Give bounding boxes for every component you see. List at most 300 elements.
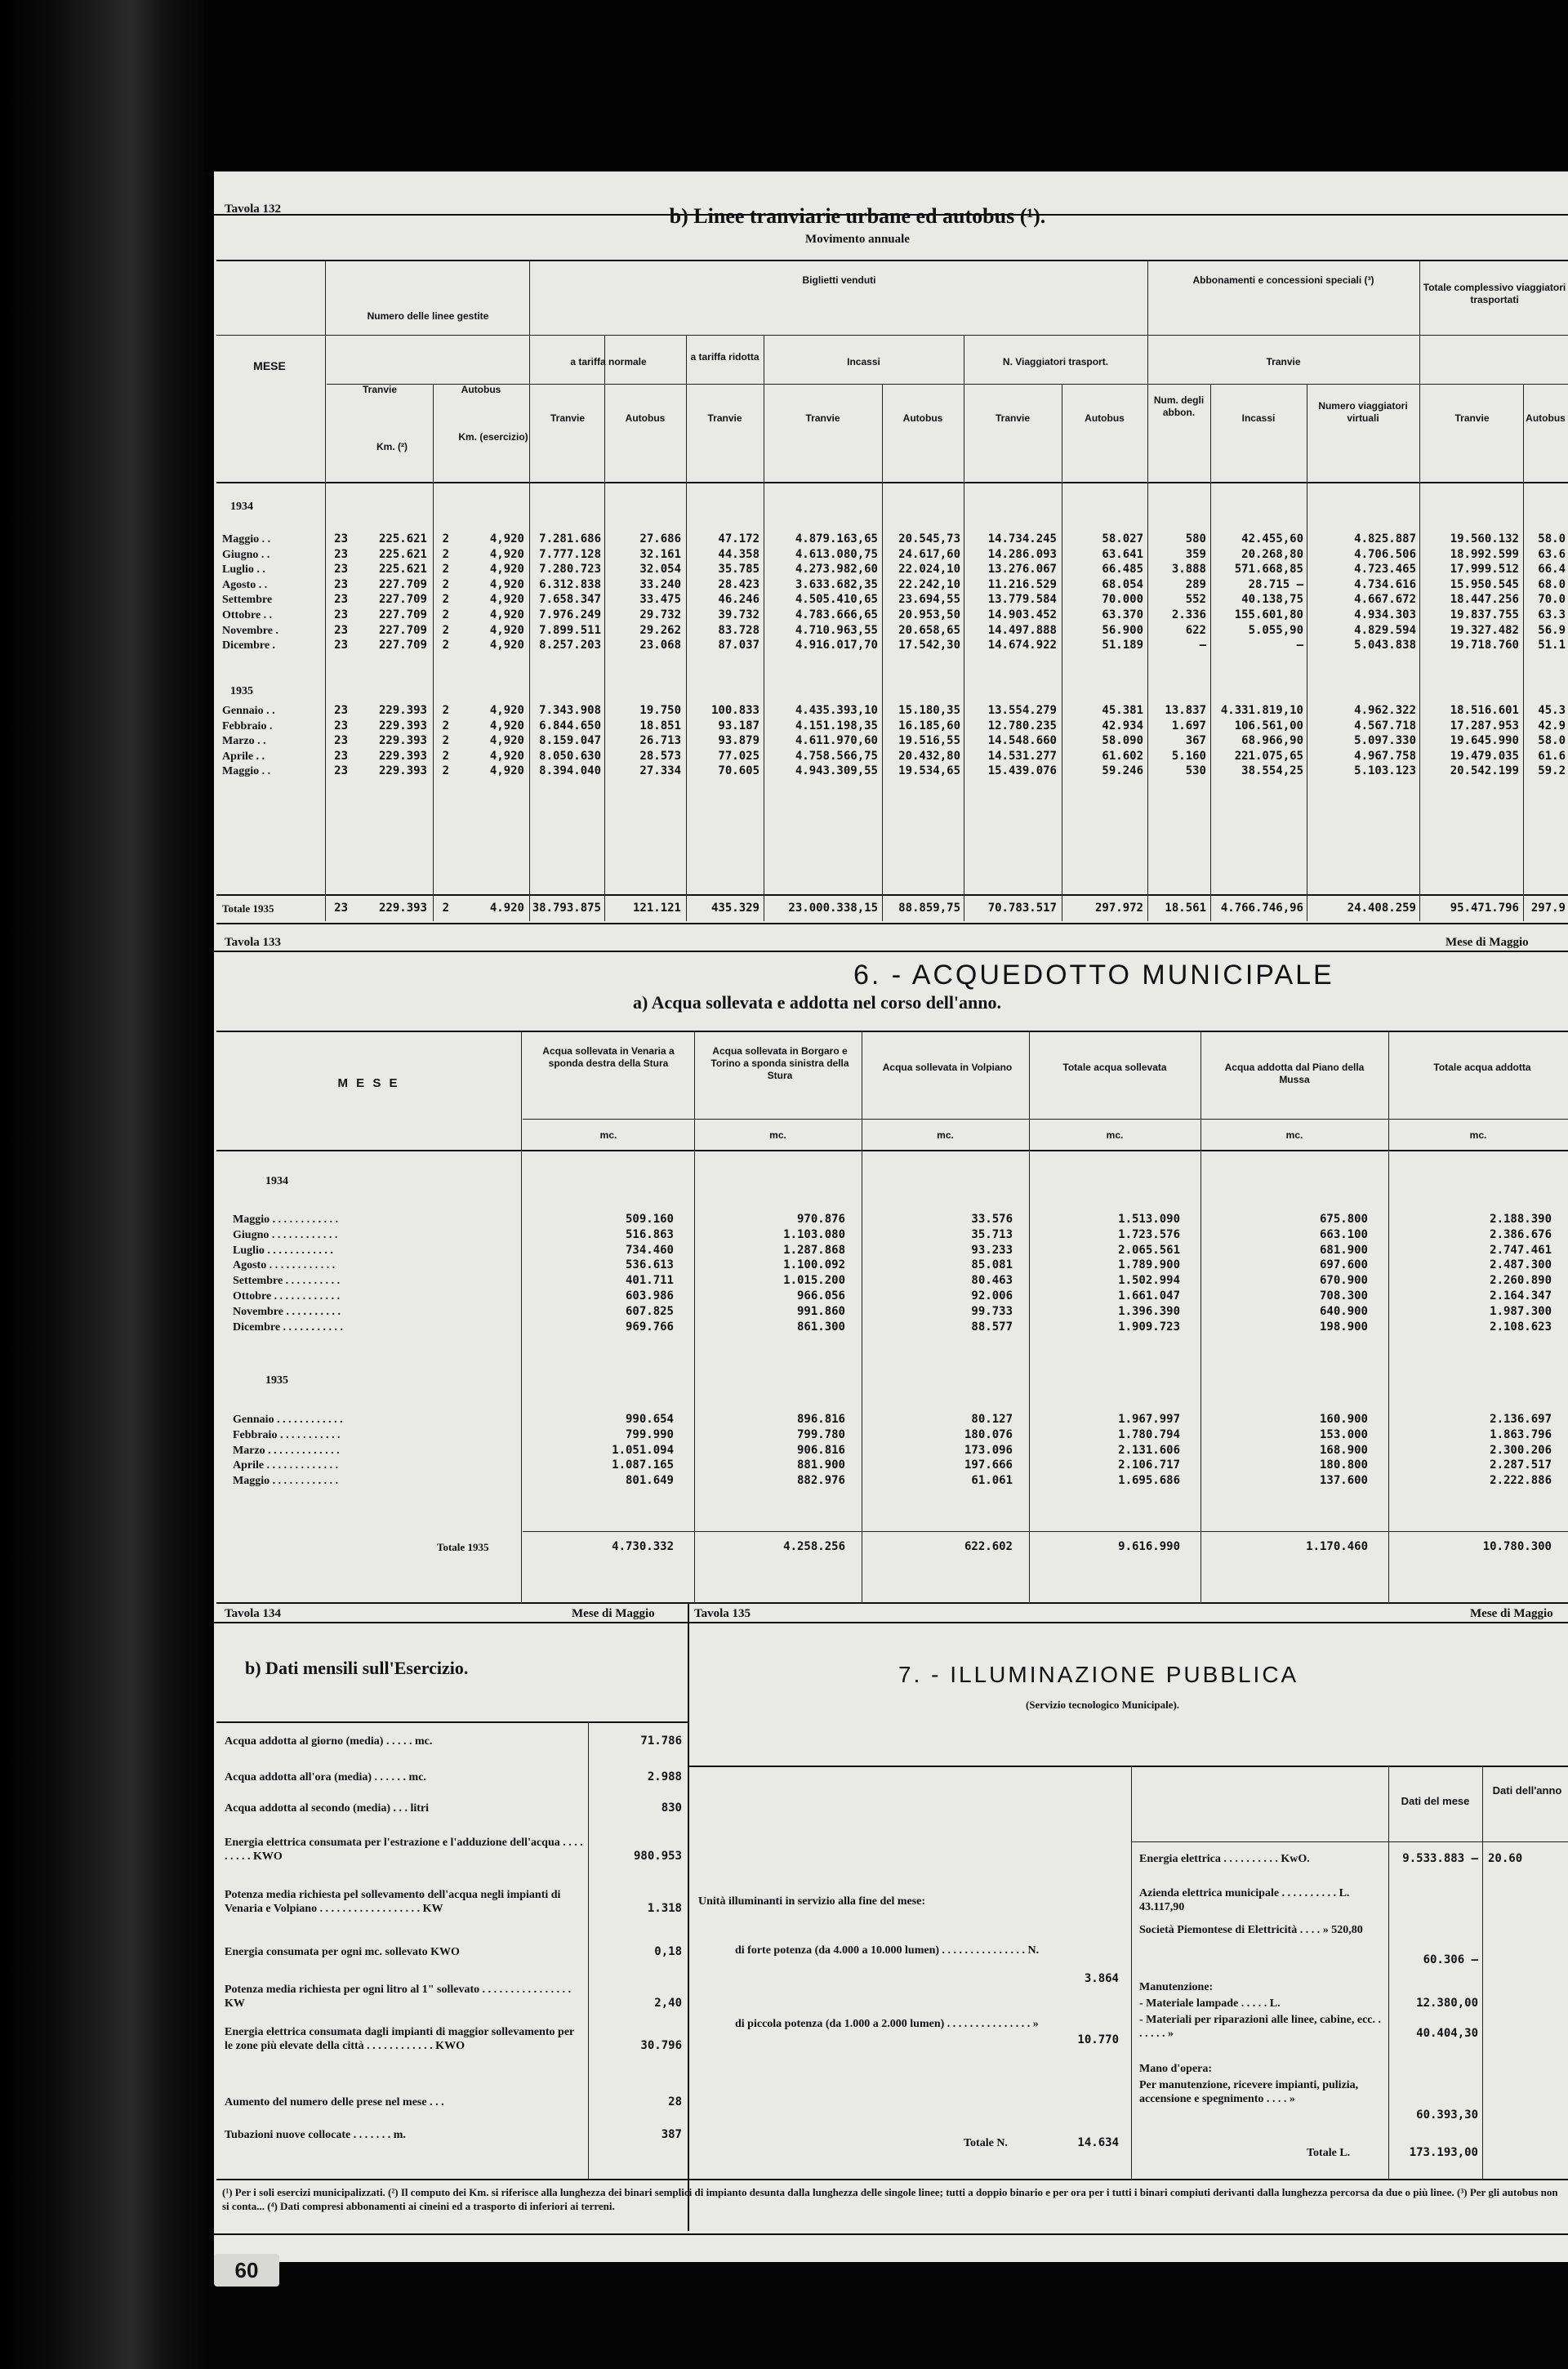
- t133-cell-c2: 882.976: [796, 1474, 845, 1488]
- t132-cell-via-tranvie: 14.548.660: [987, 734, 1057, 748]
- t133-cell-c2: 896.816: [796, 1413, 845, 1426]
- t132-cell-km-autobus: 4,920: [489, 577, 524, 591]
- t132-cell-ab-num: 2.336: [1171, 608, 1206, 621]
- tavola-135-label: Tavola 135: [694, 1607, 751, 1620]
- t133-month-label: Febbraio . . . . . . . . . . .: [233, 1428, 341, 1441]
- t132-total-cell: 121.121: [632, 902, 681, 915]
- t132-cell-n-autobus: 2: [442, 577, 449, 591]
- t132-cell-ab-inc: 28.715 —: [1248, 577, 1303, 591]
- t132-cell-ab-num: 3.888: [1171, 563, 1206, 577]
- t133-cell-c4: 1.967.997: [1118, 1413, 1180, 1426]
- t132-total-cell: 2: [442, 902, 449, 915]
- tavola-133-label: Tavola 133: [225, 936, 282, 949]
- t132-totale-label: Totale 1935: [222, 902, 274, 915]
- t132-cell-ab-inc: 20.268,80: [1241, 547, 1303, 561]
- t132-cell-tot-tranvie: 19.327.482: [1450, 623, 1519, 637]
- tavola-134-mese: Mese di Maggio: [572, 1607, 655, 1620]
- t133-cell-c4: 1.780.794: [1118, 1427, 1180, 1441]
- t132-subtitle: Movimento annuale: [805, 233, 910, 246]
- t133-cell-c1: 734.460: [625, 1243, 674, 1257]
- t132-cell-bn-autobus: 27.334: [639, 764, 681, 778]
- t132-cell-n-autobus: 2: [442, 704, 449, 717]
- t132-cell-km-tranvie: 227.709: [378, 608, 427, 621]
- t133-cell-c2: 970.876: [796, 1213, 845, 1226]
- t133-month-label: Gennaio . . . . . . . . . . . .: [233, 1414, 343, 1426]
- t132-cell-bn-autobus: 29.732: [639, 608, 681, 621]
- t132-h-numero: Numero delle linee gestite: [367, 310, 489, 322]
- t132-cell-via-tranvie: 15.439.076: [987, 764, 1057, 778]
- t133-cell-c5: 168.900: [1319, 1443, 1368, 1457]
- t132-total-cell: 23: [334, 902, 348, 915]
- t132-cell-inc-autobus: 22.024,10: [898, 563, 960, 577]
- t132-cell-bn-autobus: 33.475: [639, 593, 681, 607]
- scan-border-left: [0, 0, 204, 2369]
- t132-total-cell: 95.471.796: [1450, 902, 1519, 915]
- t132-cell-ab-inc: 571.668,85: [1234, 563, 1303, 577]
- t132-cell-n-autobus: 2: [442, 563, 449, 577]
- t134-row-label: Potenza media richiesta pel sollevamento dell'acqua negli impianti di Venaria e Volpiano . . . . . . . . . . . . . . . . . . KW: [225, 1889, 561, 1915]
- t132-total-cell: 24.408.259: [1347, 902, 1416, 915]
- t132-cell-n-tranvie: 23: [334, 734, 348, 748]
- t133-cell-c1: 401.711: [625, 1274, 674, 1288]
- t132-cell-ab-num: 359: [1185, 547, 1206, 561]
- t132-total-cell: 18.561: [1165, 902, 1206, 915]
- t132-cell-via-autobus: 42.934: [1102, 719, 1143, 733]
- t133-cell-c6: 1.987.300: [1490, 1304, 1552, 1318]
- t132-cell-inc-autobus: 19.534,65: [898, 764, 960, 778]
- t132-month-label: Marzo . .: [222, 735, 266, 748]
- t132-cell-km-autobus: 4,920: [489, 719, 524, 733]
- t133-cell-c6: 2.287.517: [1490, 1458, 1552, 1472]
- t132-year1: 1934: [230, 501, 253, 513]
- t132-cell-via-tranvie: 13.276.067: [987, 563, 1057, 577]
- t132-cell-via-tranvie: 14.531.277: [987, 749, 1057, 763]
- t132-cell-bn-tranvie: 6.844.650: [539, 719, 601, 733]
- t132-cell-ab-virt: 4.967.758: [1354, 749, 1416, 763]
- t133-cell-c3: 173.096: [964, 1443, 1013, 1457]
- t132-total-cell: 4.766.746,96: [1220, 902, 1303, 915]
- t132-cell-n-autobus: 2: [442, 593, 449, 607]
- t133-month-label: Ottobre . . . . . . . . . . . .: [233, 1290, 341, 1303]
- t134-title: b) Dati mensili sull'Esercizio.: [245, 1658, 469, 1678]
- t132-cell-br-tranvie: 39.732: [718, 608, 760, 621]
- t132-cell-via-autobus: 63.370: [1102, 608, 1143, 621]
- t132-cell-ab-virt: 4.825.887: [1354, 532, 1416, 545]
- t133-cell-c1: 990.654: [625, 1413, 674, 1426]
- t132-cell-bn-tranvie: 7.658.347: [539, 593, 601, 607]
- t134-row-value: 2,40: [654, 1997, 682, 2010]
- t133-title: 6. - ACQUEDOTTO MUNICIPALE: [853, 960, 1334, 991]
- t132-cell-inc-autobus: 20.432,80: [898, 749, 960, 763]
- t132-month-label: Maggio . .: [222, 765, 271, 778]
- t132-cell-km-tranvie: 229.393: [378, 749, 427, 763]
- t133-cell-c2: 966.056: [796, 1289, 845, 1303]
- t132-cell-ab-num: 622: [1185, 623, 1206, 637]
- t132-cell-km-tranvie: 229.393: [378, 734, 427, 748]
- t132-cell-tot-autobus: 68.0: [1538, 577, 1566, 591]
- t132-cell-ab-num: 552: [1185, 593, 1206, 607]
- t132-cell-ab-virt: 4.567.718: [1354, 719, 1416, 733]
- t133-cell-c5: 708.300: [1319, 1289, 1368, 1303]
- t133-cell-c4: 1.723.576: [1118, 1227, 1180, 1241]
- t134-row-label: Acqua addotta all'ora (media) . . . . . . mc.: [225, 1771, 426, 1783]
- t132-cell-bn-autobus: 29.262: [639, 623, 681, 637]
- t132-cell-bn-tranvie: 8.257.203: [539, 639, 601, 652]
- t133-cell-c6: 1.863.796: [1490, 1427, 1552, 1441]
- t132-cell-inc-autobus: 20.953,50: [898, 608, 960, 621]
- t132-cell-n-autobus: 2: [442, 734, 449, 748]
- t134-row-label: Energia elettrica consumata per l'estrazione e l'adduzione dell'acqua . . . . . . . . . KWO: [225, 1837, 583, 1863]
- t132-cell-via-autobus: 61.602: [1102, 749, 1143, 763]
- t132-cell-ab-virt: 4.706.506: [1354, 547, 1416, 561]
- t132-cell-ab-inc: 68.966,90: [1241, 734, 1303, 748]
- t133-cell-c6: 2.487.300: [1490, 1258, 1552, 1272]
- t132-cell-bn-autobus: 18.851: [639, 719, 681, 733]
- t133-cell-c5: 137.600: [1319, 1474, 1368, 1488]
- t132-h-biglietti: Biglietti venduti: [802, 274, 876, 286]
- t133-cell-c2: 991.860: [796, 1304, 845, 1318]
- t133-total-cell: 4.730.332: [612, 1540, 674, 1553]
- t132-month-label: Luglio . .: [222, 563, 265, 577]
- t132-cell-br-tranvie: 77.025: [718, 749, 760, 763]
- t132-cell-n-autobus: 2: [442, 749, 449, 763]
- t132-cell-br-tranvie: 46.246: [718, 593, 760, 607]
- t133-cell-c1: 536.613: [625, 1258, 674, 1272]
- t132-cell-tot-tranvie: 17.999.512: [1450, 563, 1519, 577]
- t132-cell-tot-tranvie: 15.950.545: [1450, 577, 1519, 591]
- t132-total-cell: 297.972: [1094, 902, 1143, 915]
- t132-cell-ab-inc: 106.561,00: [1234, 719, 1303, 733]
- t132-h-totale: Totale complessivo viaggiatori trasportati: [1423, 282, 1566, 305]
- t132-cell-via-tranvie: 14.903.452: [987, 608, 1057, 621]
- t133-cell-c5: 670.900: [1319, 1274, 1368, 1288]
- page-number: 60: [214, 2254, 279, 2287]
- t133-cell-c1: 607.825: [625, 1304, 674, 1318]
- t132-cell-n-autobus: 2: [442, 532, 449, 545]
- t133-year1: 1934: [265, 1175, 288, 1187]
- t133-cell-c5: 180.800: [1319, 1458, 1368, 1472]
- t132-cell-bn-autobus: 33.240: [639, 577, 681, 591]
- t133-total-cell: 9.616.990: [1118, 1540, 1180, 1553]
- t133-cell-c1: 1.051.094: [612, 1443, 674, 1457]
- t132-cell-ab-virt: 4.723.465: [1354, 563, 1416, 577]
- t132-cell-br-tranvie: 70.605: [718, 764, 760, 778]
- t132-cell-ab-inc: 221.075,65: [1234, 749, 1303, 763]
- t132-month-label: Dicembre .: [222, 639, 276, 652]
- t132-cell-tot-tranvie: 18.516.601: [1450, 704, 1519, 717]
- t132-cell-ab-num: 1.697: [1171, 719, 1206, 733]
- t132-cell-km-tranvie: 229.393: [378, 719, 427, 733]
- t133-month-label: Agosto . . . . . . . . . . . .: [233, 1259, 336, 1272]
- t132-cell-bn-autobus: 19.750: [639, 704, 681, 717]
- t134-row-value: 30.796: [640, 2039, 682, 2052]
- t132-cell-via-autobus: 45.381: [1102, 704, 1143, 717]
- t132-cell-ab-virt: 5.097.330: [1354, 734, 1416, 748]
- t133-cell-c1: 969.766: [625, 1320, 674, 1334]
- t132-cell-n-autobus: 2: [442, 719, 449, 733]
- t132-cell-ab-inc: 40.138,75: [1241, 593, 1303, 607]
- t132-cell-km-autobus: 4,920: [489, 547, 524, 561]
- t132-cell-n-tranvie: 23: [334, 547, 348, 561]
- t132-cell-via-tranvie: 13.554.279: [987, 704, 1057, 717]
- t132-cell-br-tranvie: 35.785: [718, 563, 760, 577]
- tavola-134-label: Tavola 134: [225, 1607, 282, 1620]
- t132-cell-br-tranvie: 83.728: [718, 623, 760, 637]
- t132-total-cell: 229.393: [378, 902, 427, 915]
- t132-cell-inc-tranvie: 4.505.410,65: [795, 593, 878, 607]
- t135-title: 7. - ILLUMINAZIONE PUBBLICA: [898, 1662, 1299, 1687]
- t132-cell-n-tranvie: 23: [334, 749, 348, 763]
- t133-total-cell: 4.258.256: [783, 1540, 845, 1553]
- t132-cell-via-tranvie: 12.780.235: [987, 719, 1057, 733]
- t132-cell-ab-num: 5.160: [1171, 749, 1206, 763]
- t134-row-value: 71.786: [640, 1734, 682, 1748]
- tavola-133-mese: Mese di Maggio: [1446, 936, 1529, 949]
- t133-cell-c1: 801.649: [625, 1474, 674, 1488]
- t132-cell-inc-autobus: 19.516,55: [898, 734, 960, 748]
- t132-cell-km-autobus: 4,920: [489, 704, 524, 717]
- t133-cell-c4: 1.513.090: [1118, 1213, 1180, 1226]
- t133-cell-c6: 2.188.390: [1490, 1213, 1552, 1226]
- t132-cell-tot-autobus: 42.9: [1538, 719, 1566, 733]
- t132-month-label: Aprile . .: [222, 750, 265, 763]
- t132-cell-km-autobus: 4,920: [489, 608, 524, 621]
- t133-cell-c2: 1.103.080: [783, 1227, 845, 1241]
- t132-month-label: Settembre: [222, 594, 273, 607]
- t132-cell-tot-autobus: 59.2: [1538, 764, 1566, 778]
- t133-cell-c4: 1.789.900: [1118, 1258, 1180, 1272]
- t132-h-mese: MESE: [253, 359, 286, 372]
- t133-subtitle: a) Acqua sollevata e addotta nel corso dell'anno.: [633, 992, 1002, 1013]
- t133-cell-c6: 2.108.623: [1490, 1320, 1552, 1334]
- t132-month-label: Gennaio . .: [222, 705, 275, 717]
- t132-cell-km-autobus: 4,920: [489, 593, 524, 607]
- t132-cell-ab-num: 289: [1185, 577, 1206, 591]
- t132-cell-tot-tranvie: 17.287.953: [1450, 719, 1519, 733]
- t132-cell-via-tranvie: 14.734.245: [987, 532, 1057, 545]
- t132-cell-ab-virt: 4.734.616: [1354, 577, 1416, 591]
- t134-row-value: 830: [661, 1801, 682, 1815]
- t132-month-label: Novembre .: [222, 624, 278, 637]
- t132-cell-n-tranvie: 23: [334, 577, 348, 591]
- t132-cell-km-autobus: 4,920: [489, 734, 524, 748]
- t133-cell-c2: 1.015.200: [783, 1274, 845, 1288]
- t132-total-cell: 70.783.517: [987, 902, 1057, 915]
- t132-cell-n-tranvie: 23: [334, 719, 348, 733]
- t133-cell-c2: 906.816: [796, 1443, 845, 1457]
- t132-title: b) Linee tranviarie urbane ed autobus (¹).: [669, 204, 1046, 228]
- t132-cell-km-tranvie: 225.621: [378, 563, 427, 577]
- t132-cell-inc-tranvie: 4.916.017,70: [795, 639, 878, 652]
- t133-month-label: Maggio . . . . . . . . . . . .: [233, 1475, 339, 1488]
- t132-cell-tot-autobus: 70.0: [1538, 593, 1566, 607]
- t132-cell-n-tranvie: 23: [334, 764, 348, 778]
- t133-cell-c3: 80.127: [971, 1413, 1013, 1426]
- t133-cell-c6: 2.222.886: [1490, 1474, 1552, 1488]
- t132-cell-km-autobus: 4,920: [489, 764, 524, 778]
- t133-year2: 1935: [265, 1374, 288, 1387]
- t133-cell-c5: 153.000: [1319, 1427, 1368, 1441]
- t132-cell-via-tranvie: 14.497.888: [987, 623, 1057, 637]
- tavola-135-mese: Mese di Maggio: [1470, 1607, 1553, 1620]
- scan-border-top: [0, 0, 1568, 171]
- t133-cell-c6: 2.300.206: [1490, 1443, 1552, 1457]
- t132-cell-n-autobus: 2: [442, 764, 449, 778]
- t133-totale-label: Totale 1935: [437, 1541, 489, 1553]
- t133-cell-c3: 93.233: [971, 1243, 1013, 1257]
- t132-cell-tot-tranvie: 18.447.256: [1450, 593, 1519, 607]
- t132-cell-km-autobus: 4,920: [489, 639, 524, 652]
- t132-cell-ab-inc: 42.455,60: [1241, 532, 1303, 545]
- t132-cell-km-autobus: 4,920: [489, 749, 524, 763]
- t132-cell-tot-autobus: 63.6: [1538, 547, 1566, 561]
- t132-cell-inc-tranvie: 4.943.309,55: [795, 764, 878, 778]
- t132-cell-km-autobus: 4,920: [489, 532, 524, 545]
- t132-month-label: Febbraio .: [222, 719, 273, 733]
- t132-cell-tot-tranvie: 18.992.599: [1450, 547, 1519, 561]
- t132-cell-inc-autobus: 17.542,30: [898, 639, 960, 652]
- t132-cell-n-tranvie: 23: [334, 593, 348, 607]
- t133-cell-c4: 2.065.561: [1118, 1243, 1180, 1257]
- t132-cell-inc-autobus: 15.180,35: [898, 704, 960, 717]
- t132-cell-inc-autobus: 22.242,10: [898, 577, 960, 591]
- t132-cell-bn-tranvie: 8.050.630: [539, 749, 601, 763]
- t133-cell-c5: 675.800: [1319, 1213, 1368, 1226]
- t132-cell-ab-num: 367: [1185, 734, 1206, 748]
- t132-cell-br-tranvie: 47.172: [718, 532, 760, 545]
- t132-cell-via-autobus: 70.000: [1102, 593, 1143, 607]
- t132-cell-br-tranvie: 87.037: [718, 639, 760, 652]
- t132-cell-inc-tranvie: 4.611.970,60: [795, 734, 878, 748]
- t132-cell-bn-tranvie: 7.777.128: [539, 547, 601, 561]
- t134-row-label: Potenza media richiesta per ogni litro al 1" sollevato . . . . . . . . . . . . . . . . KW: [225, 1984, 572, 2010]
- t133-cell-c5: 663.100: [1319, 1227, 1368, 1241]
- t132-cell-ab-virt: 4.829.594: [1354, 623, 1416, 637]
- t132-cell-km-tranvie: 227.709: [378, 593, 427, 607]
- t132-cell-km-tranvie: 227.709: [378, 623, 427, 637]
- t133-cell-c5: 640.900: [1319, 1304, 1368, 1318]
- t132-cell-n-autobus: 2: [442, 623, 449, 637]
- t132-cell-inc-tranvie: 3.633.682,35: [795, 577, 878, 591]
- t132-cell-inc-tranvie: 4.435.393,10: [795, 704, 878, 717]
- t132-total-cell: 4.920: [489, 902, 524, 915]
- t132-cell-bn-tranvie: 7.976.249: [539, 608, 601, 621]
- t133-cell-c3: 35.713: [971, 1227, 1013, 1241]
- t132-cell-n-tranvie: 23: [334, 563, 348, 577]
- t132-cell-km-tranvie: 227.709: [378, 577, 427, 591]
- t132-cell-n-tranvie: 23: [334, 608, 348, 621]
- t132-cell-bn-autobus: 28.573: [639, 749, 681, 763]
- t133-cell-c3: 88.577: [971, 1320, 1013, 1334]
- t132-cell-ab-inc: 155.601,80: [1234, 608, 1303, 621]
- t132-cell-n-tranvie: 23: [334, 623, 348, 637]
- t132-cell-ab-num: —: [1199, 639, 1206, 652]
- t132-cell-via-tranvie: 14.286.093: [987, 547, 1057, 561]
- t132-cell-km-autobus: 4,920: [489, 563, 524, 577]
- t132-month-label: Ottobre . .: [222, 609, 273, 621]
- t132-total-cell: 297.9: [1530, 902, 1566, 915]
- t132-cell-ab-virt: 4.667.672: [1354, 593, 1416, 607]
- t133-month-label: Luglio . . . . . . . . . . . .: [233, 1244, 333, 1257]
- t132-cell-bn-autobus: 32.054: [639, 563, 681, 577]
- t132-cell-via-tranvie: 13.779.584: [987, 593, 1057, 607]
- t132-cell-tot-autobus: 45.3: [1538, 704, 1566, 717]
- t132-cell-km-tranvie: 229.393: [378, 704, 427, 717]
- t132-cell-tot-tranvie: 19.837.755: [1450, 608, 1519, 621]
- t132-cell-via-autobus: 66.485: [1102, 563, 1143, 577]
- t132-cell-tot-tranvie: 19.718.760: [1450, 639, 1519, 652]
- t133-cell-c5: 198.900: [1319, 1320, 1368, 1334]
- t133-cell-c2: 799.780: [796, 1427, 845, 1441]
- t133-total-cell: 10.780.300: [1482, 1540, 1552, 1553]
- t132-cell-inc-autobus: 20.545,73: [898, 532, 960, 545]
- t132-cell-br-tranvie: 93.879: [718, 734, 760, 748]
- t132-cell-ab-num: 580: [1185, 532, 1206, 545]
- t134-row-label: Aumento del numero delle prese nel mese . . .: [225, 2096, 444, 2108]
- t132-cell-bn-tranvie: 6.312.838: [539, 577, 601, 591]
- t134-row-label: Tubazioni nuove collocate . . . . . . . m.: [225, 2129, 406, 2141]
- t133-cell-c6: 2.260.890: [1490, 1274, 1552, 1288]
- t133-cell-c3: 85.081: [971, 1258, 1013, 1272]
- tavola-132-label: Tavola 132: [225, 203, 282, 216]
- t132-cell-via-autobus: 58.027: [1102, 532, 1143, 545]
- footnote: (¹) Per i soli esercizi municipalizzati. (²) Il computo dei Km. si riferisce alla lunghezza dei binari semplici di impianto desunta dalla lunghezza delle singole linee; tutti a doppio binario e per ora per i tutti i binari compiuti derivanti dalla lunghezza percorsa da due o più linee. (³) Per gli autobus non si conta... (⁴) Dati compresi abbonamenti ai cineini ed a trasporto di inferiori ai terreni.: [222, 2186, 1558, 2212]
- t132-month-label: Agosto . .: [222, 578, 268, 591]
- t133-cell-c1: 1.087.165: [612, 1458, 674, 1472]
- t132-cell-tot-autobus: 66.4: [1538, 563, 1566, 577]
- t132-cell-ab-num: 530: [1185, 764, 1206, 778]
- t133-total-cell: 622.602: [964, 1540, 1013, 1553]
- t132-cell-ab-virt: 5.103.123: [1354, 764, 1416, 778]
- t133-cell-c5: 681.900: [1319, 1243, 1368, 1257]
- t132-cell-tot-tranvie: 19.560.132: [1450, 532, 1519, 545]
- t132-cell-via-autobus: 51.189: [1102, 639, 1143, 652]
- t133-cell-c3: 80.463: [971, 1274, 1013, 1288]
- t132-cell-km-autobus: 4,920: [489, 623, 524, 637]
- t132-cell-km-tranvie: 225.621: [378, 547, 427, 561]
- t133-cell-c6: 2.386.676: [1490, 1227, 1552, 1241]
- t134-row-value: 0,18: [654, 1945, 682, 1958]
- t133-cell-c2: 1.100.092: [783, 1258, 845, 1272]
- t134-row-value: 1.318: [647, 1902, 682, 1915]
- t132-cell-via-tranvie: 14.674.922: [987, 639, 1057, 652]
- t132-year2: 1935: [230, 685, 253, 697]
- t132-cell-km-tranvie: 227.709: [378, 639, 427, 652]
- t133-month-label: Giugno . . . . . . . . . . . .: [233, 1228, 338, 1241]
- t132-cell-via-autobus: 56.900: [1102, 623, 1143, 637]
- t133-cell-c4: 1.909.723: [1118, 1320, 1180, 1334]
- t132-cell-bn-tranvie: 8.394.040: [539, 764, 601, 778]
- t133-cell-c5: 160.900: [1319, 1413, 1368, 1426]
- t132-cell-br-tranvie: 93.187: [718, 719, 760, 733]
- t132-cell-bn-autobus: 32.161: [639, 547, 681, 561]
- t132-cell-tot-autobus: 63.3: [1538, 608, 1566, 621]
- t132-cell-km-tranvie: 225.621: [378, 532, 427, 545]
- t133-month-label: Maggio . . . . . . . . . . . .: [233, 1213, 339, 1226]
- t132-cell-inc-tranvie: 4.613.080,75: [795, 547, 878, 561]
- t132-cell-inc-tranvie: 4.783.666,65: [795, 608, 878, 621]
- t132-cell-ab-inc: 38.554,25: [1241, 764, 1303, 778]
- t134-row-value: 387: [661, 2128, 682, 2141]
- t133-month-label: Novembre . . . . . . . . . .: [233, 1305, 341, 1318]
- t133-cell-c2: 1.287.868: [783, 1243, 845, 1257]
- t132-cell-tot-tranvie: 19.479.035: [1450, 749, 1519, 763]
- t132-cell-n-tranvie: 23: [334, 704, 348, 717]
- t134-row-label: Acqua addotta al giorno (media) . . . . . mc.: [225, 1735, 433, 1748]
- t132-cell-via-autobus: 68.054: [1102, 577, 1143, 591]
- t132-cell-bn-autobus: 23.068: [639, 639, 681, 652]
- t133-cell-c3: 33.576: [971, 1213, 1013, 1226]
